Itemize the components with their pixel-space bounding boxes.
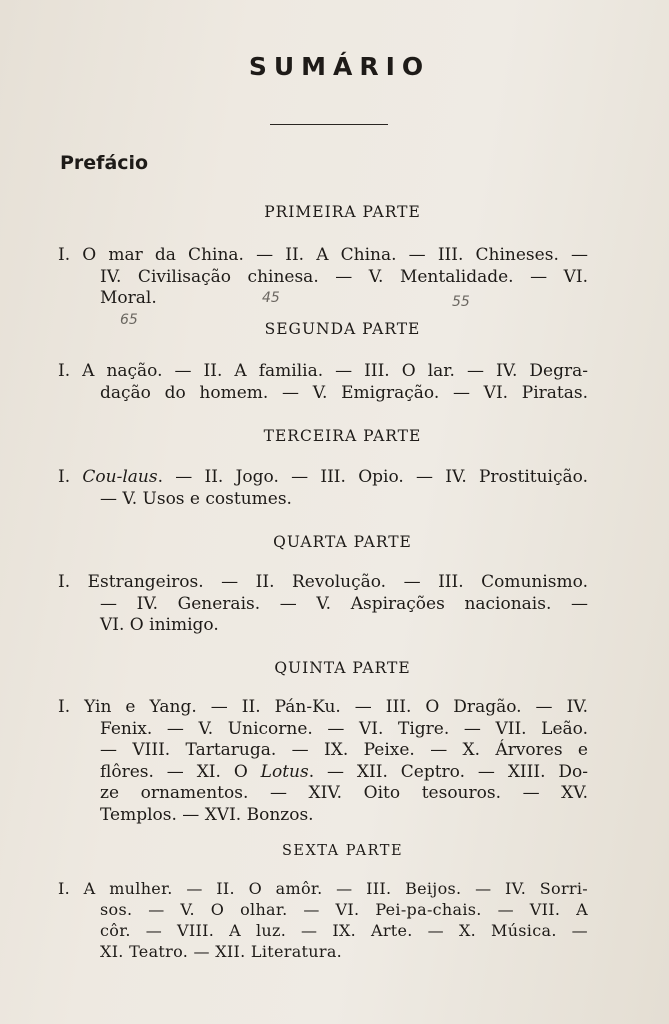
part-6-line-1: I. A mulher. — II. O amôr. — III. Beijos. — IV. Sorri-	[58, 879, 588, 898]
part-1-line-2: IV. Civilisação chinesa. — V. Mentalidade. — VI.	[100, 266, 588, 287]
part-4-line-3: VI. O inimigo.	[100, 615, 219, 635]
handwritten-note-2: 55	[452, 294, 470, 310]
part-4-heading: QUARTA PARTE	[273, 533, 412, 551]
part-2-heading: SEGUNDA PARTE	[264, 320, 421, 338]
part-5-line-4: flôres. — XI. O Lotus. — XII. Ceptro. — XIII. Do-	[100, 761, 588, 782]
part-2-line-2: dação do homem. — V. Emigração. — VI. Piratas.	[100, 382, 588, 403]
part-1-line-1: I. O mar da China. — II. A China. — III. Chineses. —	[58, 245, 588, 265]
part-6-line-3: côr. — VIII. A luz. — IX. Arte. — X. Música. —	[100, 921, 588, 940]
handwritten-note-3: 65	[120, 312, 138, 328]
part-4-line-2: — IV. Generais. — V. Aspirações nacionais. —	[100, 593, 588, 614]
part-3-line-1-text: I. Cou-laus. — II. Jogo. — III. Opio. — IV. Prostituição.	[58, 467, 588, 487]
part-1-heading: PRIMEIRA PARTE	[264, 203, 421, 221]
part-5-line-3: — VIII. Tartaruga. — IX. Peixe. — X. Árvores e	[100, 740, 588, 760]
part-5-line-5: ze ornamentos. — XIV. Oito tesouros. — XV.	[100, 783, 588, 803]
part-5-line-6: Templos. — XVI. Bonzos.	[100, 804, 314, 825]
part-3-contents	[58, 467, 588, 510]
part-5-line-2: Fenix. — V. Unicorne. — VI. Tigre. — VII. Leão.	[100, 718, 588, 739]
part-2-contents	[58, 361, 588, 404]
part-6-line-2: sos. — V. O olhar. — VI. Pei-pa-chais. — VII. A	[100, 900, 588, 919]
part-6-line-4: XI. Teatro. — XII. Literatura.	[100, 942, 343, 961]
handwritten-note-1: 45	[262, 290, 280, 306]
part-5-heading: QUINTA PARTE	[274, 659, 411, 677]
part-3-heading: TERCEIRA PARTE	[263, 427, 422, 445]
part-3-line-2: — V. Usos e costumes.	[100, 488, 292, 509]
part-5-line-1: I. Yin e Yang. — II. Pán-Ku. — III. O Dragão. — IV.	[58, 697, 588, 717]
part-5-contents	[58, 697, 588, 826]
title-rule	[270, 124, 388, 125]
part-2-line-1: I. A nação. — II. A familia. — III. O lar. — IV. Degra-	[58, 361, 588, 381]
part-4-contents	[58, 572, 588, 637]
part-4-line-1: I. Estrangeiros. — II. Revolução. — III. Comunismo.	[58, 572, 588, 592]
preface-heading: Prefácio	[60, 152, 149, 174]
part-6-contents	[58, 878, 588, 962]
page-title: SUMÁRIO	[248, 52, 431, 81]
part-6-heading: SEXTA PARTE	[281, 843, 404, 859]
part-3-line-1	[58, 467, 588, 489]
part-1-line-3: Moral.	[100, 288, 157, 308]
part-1-contents	[58, 245, 588, 310]
